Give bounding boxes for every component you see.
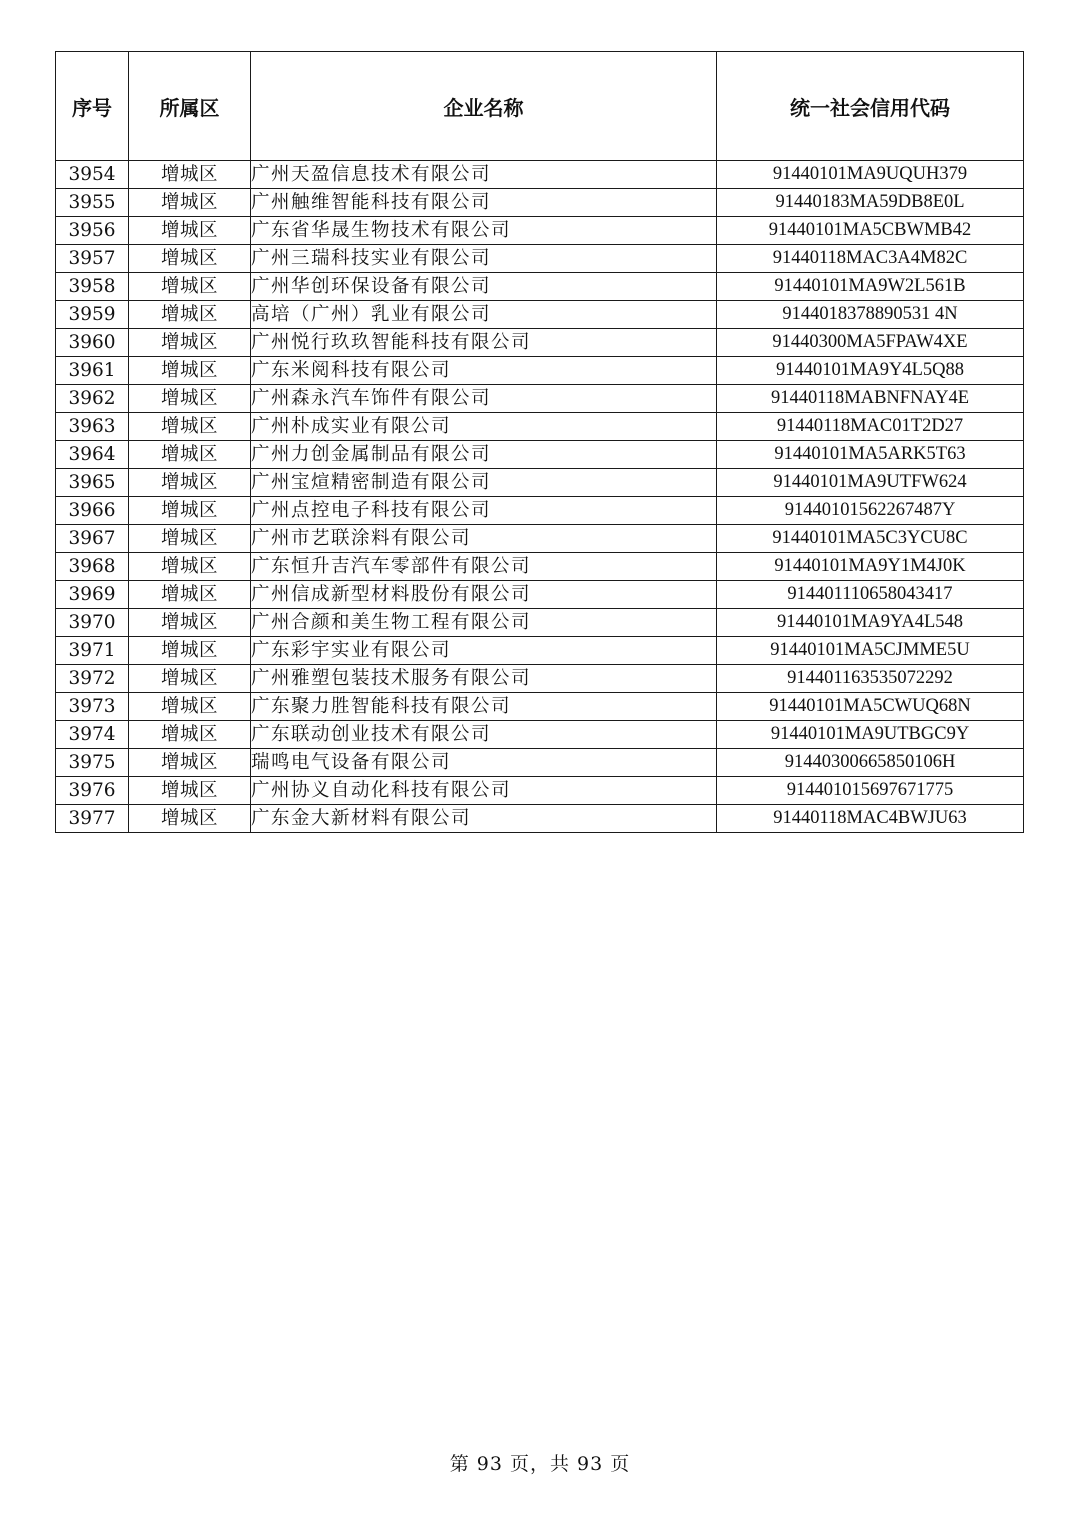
cell-seq: 3968 — [56, 553, 129, 581]
cell-district: 增城区 — [129, 357, 251, 385]
cell-company: 广东金大新材料有限公司 — [251, 805, 717, 833]
cell-district: 增城区 — [129, 777, 251, 805]
page-number: 第 93 页，共 93 页 — [449, 1453, 631, 1475]
cell-district: 增城区 — [129, 637, 251, 665]
cell-seq: 3957 — [56, 245, 129, 273]
table-body — [56, 161, 1024, 833]
cell-company: 广州点控电子科技有限公司 — [251, 497, 717, 525]
cell-seq: 3972 — [56, 665, 129, 693]
cell-company: 广州天盈信息技术有限公司 — [251, 161, 717, 189]
cell-credit-code: 9144018378890531 4N — [717, 301, 1024, 329]
cell-district: 增城区 — [129, 273, 251, 301]
cell-district: 增城区 — [129, 665, 251, 693]
cell-seq: 3975 — [56, 749, 129, 777]
cell-credit-code: 91440101MA9Y4L5Q88 — [717, 357, 1024, 385]
cell-company: 广州触维智能科技有限公司 — [251, 189, 717, 217]
table-row — [56, 693, 1024, 721]
cell-company: 广州悦行玖玖智能科技有限公司 — [251, 329, 717, 357]
cell-credit-code: 91440101MA5CWUQ68N — [717, 693, 1024, 721]
cell-credit-code: 91440183MA59DB8E0L — [717, 189, 1024, 217]
cell-district: 增城区 — [129, 245, 251, 273]
table-row — [56, 385, 1024, 413]
cell-seq: 3962 — [56, 385, 129, 413]
cell-credit-code: 91440101562267487Y — [717, 497, 1024, 525]
table-row — [56, 525, 1024, 553]
table-row — [56, 721, 1024, 749]
cell-credit-code: 91440101MA9Y1M4J0K — [717, 553, 1024, 581]
table-row — [56, 413, 1024, 441]
cell-district: 增城区 — [129, 329, 251, 357]
table-row — [56, 749, 1024, 777]
cell-credit-code: 91440101MA9UQUH379 — [717, 161, 1024, 189]
table-row — [56, 301, 1024, 329]
cell-company: 广州信成新型材料股份有限公司 — [251, 581, 717, 609]
cell-seq: 3977 — [56, 805, 129, 833]
cell-credit-code: 91440101MA9YA4L548 — [717, 609, 1024, 637]
cell-district: 增城区 — [129, 301, 251, 329]
cell-credit-code: 914401163535072292 — [717, 665, 1024, 693]
cell-company: 瑞鸣电气设备有限公司 — [251, 749, 717, 777]
table-row — [56, 441, 1024, 469]
table-row — [56, 581, 1024, 609]
cell-seq: 3964 — [56, 441, 129, 469]
table-row — [56, 217, 1024, 245]
cell-credit-code: 914401110658043417 — [717, 581, 1024, 609]
cell-company: 广州森永汽车饰件有限公司 — [251, 385, 717, 413]
cell-district: 增城区 — [129, 553, 251, 581]
cell-credit-code: 91440101MA5ARK5T63 — [717, 441, 1024, 469]
cell-district: 增城区 — [129, 609, 251, 637]
cell-credit-code: 91440101MA5C3YCU8C — [717, 525, 1024, 553]
cell-credit-code: 91440118MABNFNAY4E — [717, 385, 1024, 413]
cell-seq: 3954 — [56, 161, 129, 189]
cell-credit-code: 91440101MA9UTBGC9Y — [717, 721, 1024, 749]
table-row — [56, 469, 1024, 497]
cell-company: 广州宝煊精密制造有限公司 — [251, 469, 717, 497]
table-row — [56, 805, 1024, 833]
cell-seq: 3960 — [56, 329, 129, 357]
cell-district: 增城区 — [129, 525, 251, 553]
header-company: 企业名称 — [251, 52, 717, 161]
header-credit-code: 统一社会信用代码 — [717, 52, 1024, 161]
table-row — [56, 189, 1024, 217]
cell-company: 广东恒升吉汽车零部件有限公司 — [251, 553, 717, 581]
cell-company: 广州市艺联涂料有限公司 — [251, 525, 717, 553]
table-row — [56, 609, 1024, 637]
header-seq: 序号 — [56, 52, 129, 161]
cell-district: 增城区 — [129, 189, 251, 217]
cell-company: 广东省华晟生物技术有限公司 — [251, 217, 717, 245]
table-row — [56, 637, 1024, 665]
cell-seq: 3966 — [56, 497, 129, 525]
cell-district: 增城区 — [129, 497, 251, 525]
cell-credit-code: 91440101MA9UTFW624 — [717, 469, 1024, 497]
cell-credit-code: 91440118MAC01T2D27 — [717, 413, 1024, 441]
table-row — [56, 665, 1024, 693]
cell-seq: 3969 — [56, 581, 129, 609]
cell-seq: 3955 — [56, 189, 129, 217]
cell-seq: 3963 — [56, 413, 129, 441]
cell-district: 增城区 — [129, 161, 251, 189]
cell-seq: 3967 — [56, 525, 129, 553]
cell-seq: 3959 — [56, 301, 129, 329]
table-row — [56, 245, 1024, 273]
cell-company: 广州雅塑包装技术服务有限公司 — [251, 665, 717, 693]
header-district: 所属区 — [129, 52, 251, 161]
table-row — [56, 553, 1024, 581]
cell-district: 增城区 — [129, 217, 251, 245]
cell-credit-code: 91440300665850106H — [717, 749, 1024, 777]
cell-seq: 3965 — [56, 469, 129, 497]
cell-district: 增城区 — [129, 693, 251, 721]
cell-credit-code: 91440101MA9W2L561B — [717, 273, 1024, 301]
table-row — [56, 161, 1024, 189]
cell-company: 广州华创环保设备有限公司 — [251, 273, 717, 301]
cell-district: 增城区 — [129, 805, 251, 833]
cell-credit-code: 91440118MAC4BWJU63 — [717, 805, 1024, 833]
cell-district: 增城区 — [129, 749, 251, 777]
cell-district: 增城区 — [129, 581, 251, 609]
cell-company: 广东米阅科技有限公司 — [251, 357, 717, 385]
cell-company: 广东彩宇实业有限公司 — [251, 637, 717, 665]
cell-district: 增城区 — [129, 469, 251, 497]
cell-company: 广东联动创业技术有限公司 — [251, 721, 717, 749]
cell-seq: 3956 — [56, 217, 129, 245]
cell-district: 增城区 — [129, 413, 251, 441]
company-table — [55, 51, 1024, 833]
cell-credit-code: 91440101MA5CJMME5U — [717, 637, 1024, 665]
cell-seq: 3961 — [56, 357, 129, 385]
cell-seq: 3974 — [56, 721, 129, 749]
cell-company: 广州协义自动化科技有限公司 — [251, 777, 717, 805]
table-header-row — [56, 52, 1024, 161]
cell-credit-code: 91440300MA5FPAW4XE — [717, 329, 1024, 357]
cell-seq: 3958 — [56, 273, 129, 301]
table-row — [56, 497, 1024, 525]
cell-company: 广州合颜和美生物工程有限公司 — [251, 609, 717, 637]
cell-credit-code: 914401015697671775 — [717, 777, 1024, 805]
cell-district: 增城区 — [129, 441, 251, 469]
cell-seq: 3973 — [56, 693, 129, 721]
cell-seq: 3976 — [56, 777, 129, 805]
cell-credit-code: 91440101MA5CBWMB42 — [717, 217, 1024, 245]
cell-company: 广州三瑞科技实业有限公司 — [251, 245, 717, 273]
table-row — [56, 357, 1024, 385]
cell-company: 广东聚力胜智能科技有限公司 — [251, 693, 717, 721]
cell-company: 高培（广州）乳业有限公司 — [251, 301, 717, 329]
cell-credit-code: 91440118MAC3A4M82C — [717, 245, 1024, 273]
cell-district: 增城区 — [129, 721, 251, 749]
table-row — [56, 273, 1024, 301]
cell-company: 广州朴成实业有限公司 — [251, 413, 717, 441]
cell-district: 增城区 — [129, 385, 251, 413]
cell-seq: 3970 — [56, 609, 129, 637]
cell-seq: 3971 — [56, 637, 129, 665]
cell-company: 广州力创金属制品有限公司 — [251, 441, 717, 469]
table-row — [56, 329, 1024, 357]
table-row — [56, 777, 1024, 805]
